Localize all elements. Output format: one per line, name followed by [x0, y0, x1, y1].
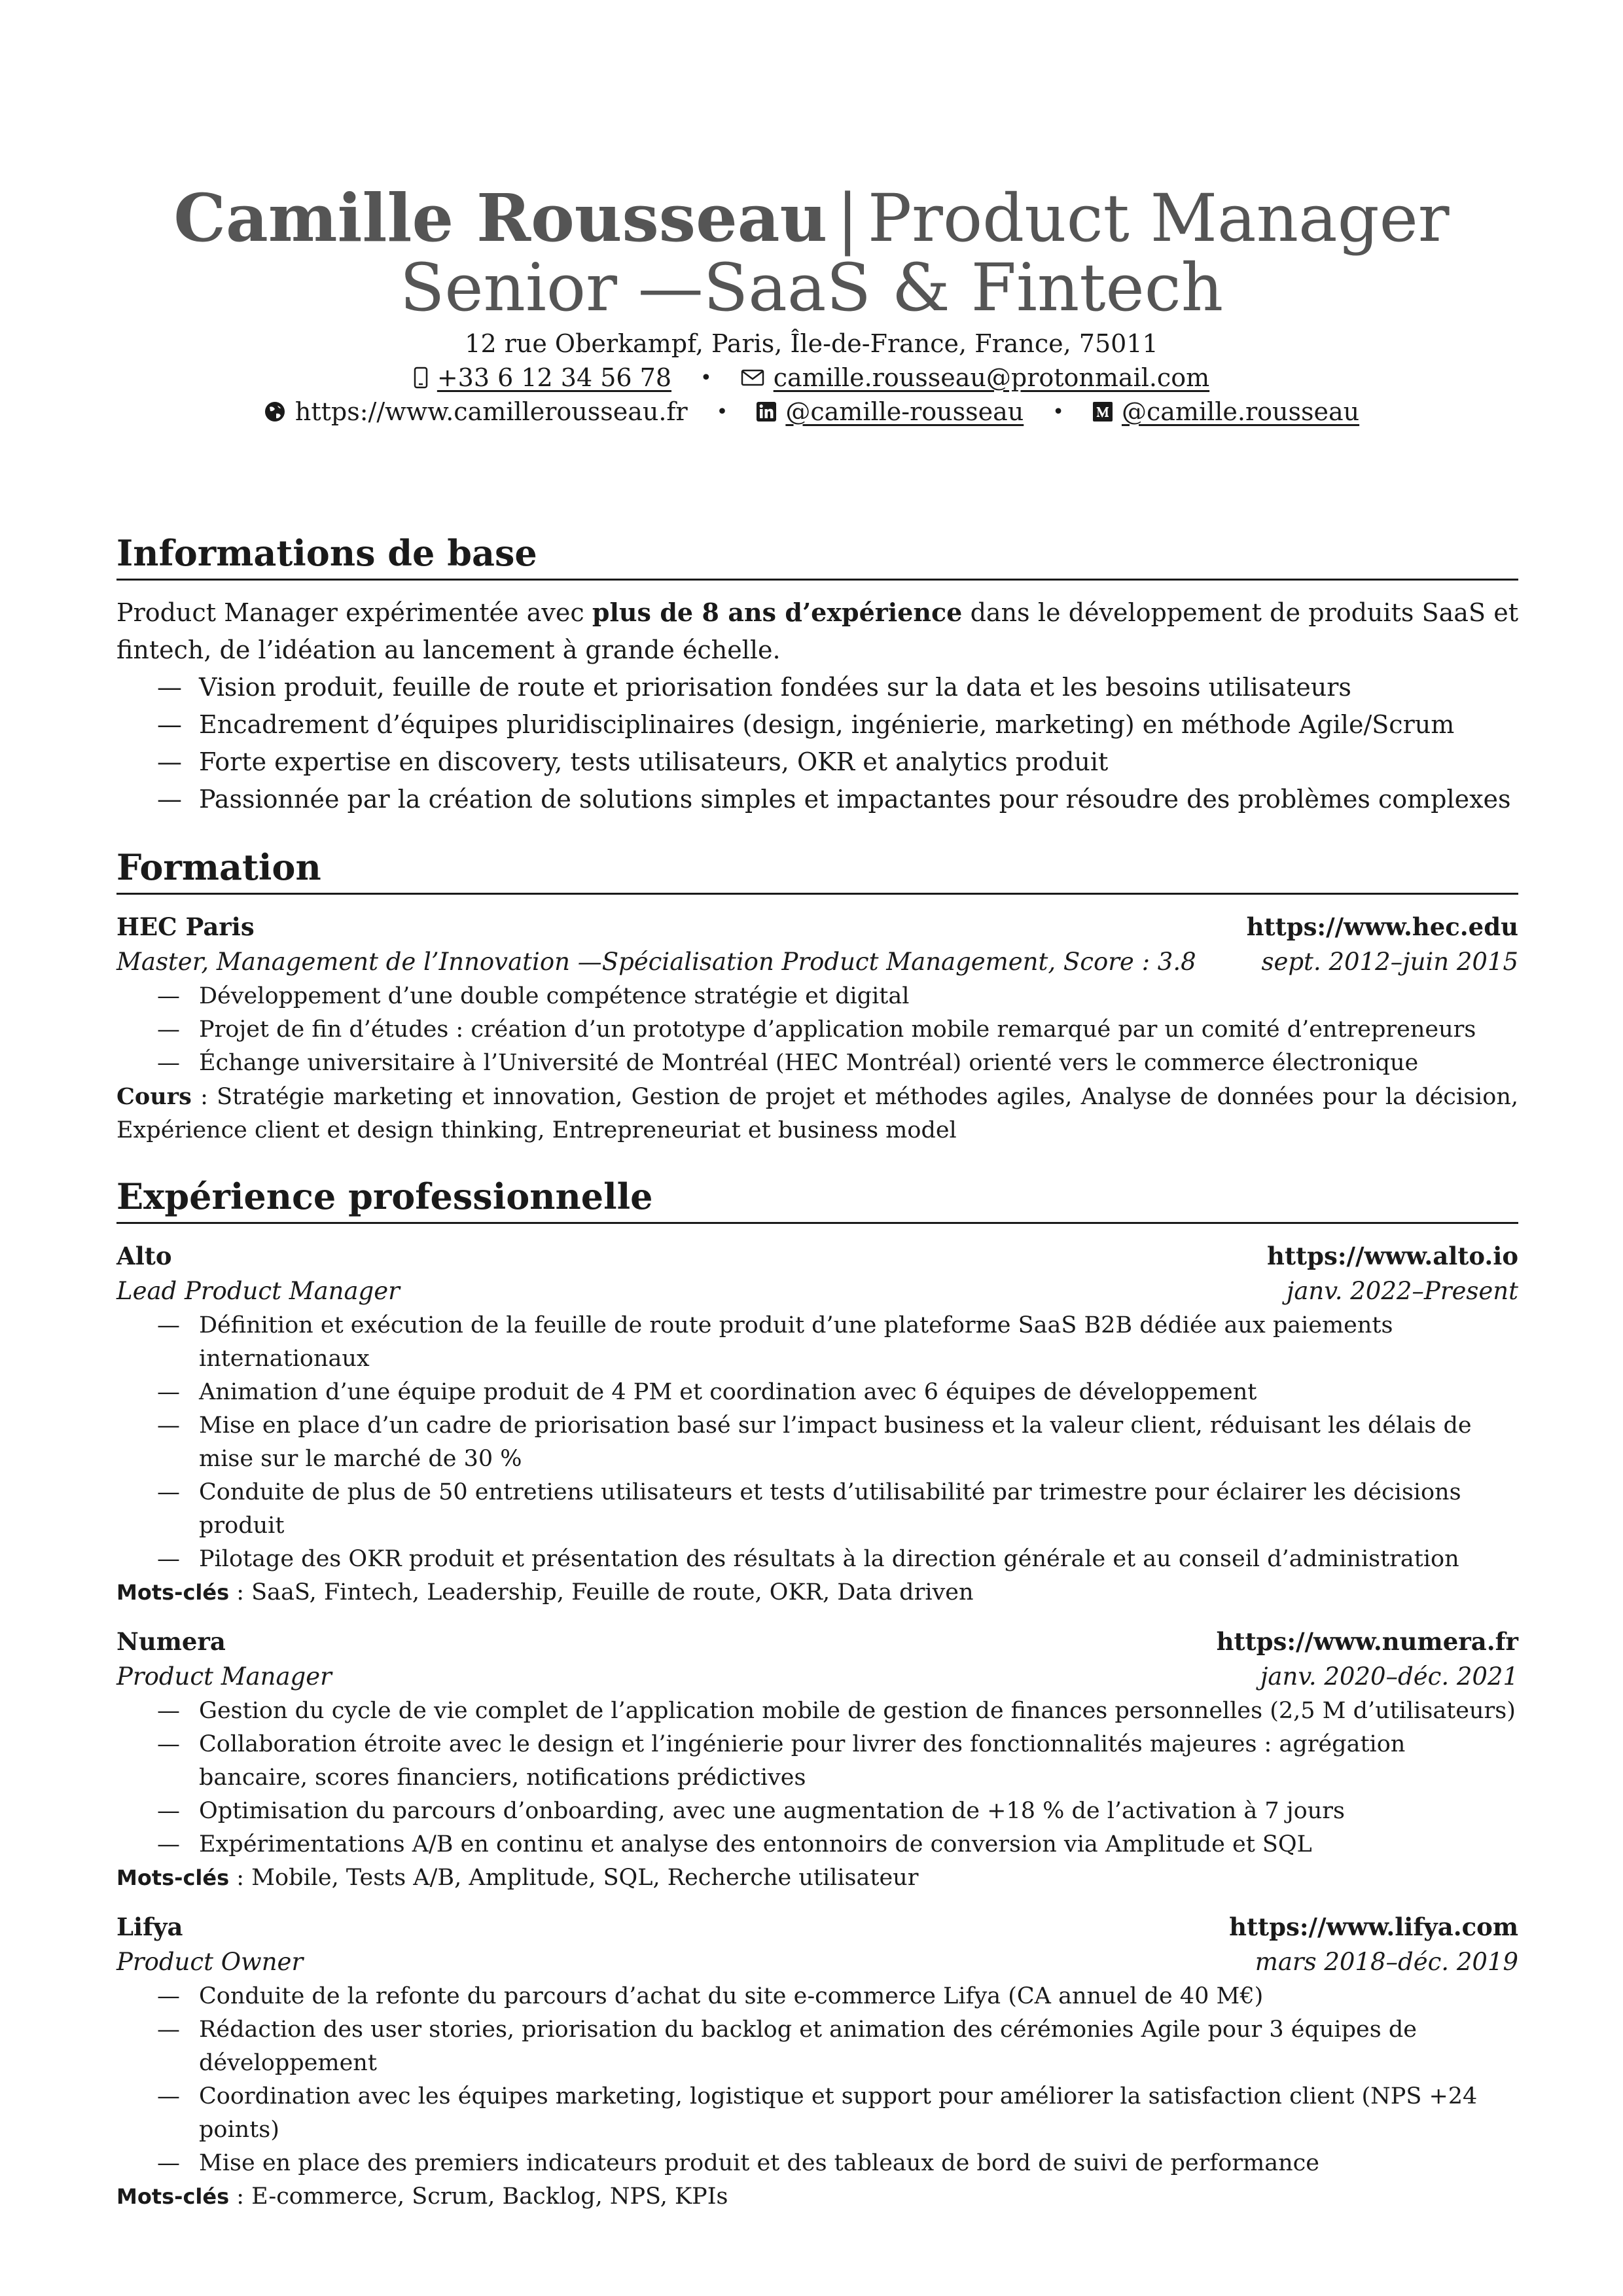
- summary-intro: [116, 594, 1518, 669]
- list-item: — Collaboration étroite avec le design et l’ingénierie pour livrer des fonctionnalités majeures : agrégation bancaire, scores financiers, notifications prédictives: [157, 1728, 1518, 1795]
- keywords-list: : SaaS, Fintech, Leadership, Feuille de route, OKR, Data driven: [229, 1579, 974, 1605]
- job-title-line1: Product Manager: [867, 180, 1450, 257]
- keywords-label: Mots-clés: [116, 2184, 230, 2209]
- job-title-line2: Senior —SaaS & Fintech: [399, 249, 1224, 326]
- list-item: — Rédaction des user stories, priorisation du backlog et animation des cérémonies Agile pour 3 équipes de développement: [157, 2013, 1518, 2080]
- keywords-list: : Mobile, Tests A/B, Amplitude, SQL, Recherche utilisateur: [229, 1865, 919, 1891]
- company-url[interactable]: https://www.lifya.com: [1229, 1912, 1518, 1941]
- summary-intro-end: dans le développement de produits SaaS et fintech, de l’idéation au lancement à grande échelle.: [116, 598, 1519, 664]
- job-points: [116, 1309, 1518, 1576]
- list-item: — Projet de fin d’études : création d’un prototype d’application mobile remarqué par un comité d’entrepreneurs: [157, 1013, 1518, 1047]
- job-points: [116, 1980, 1518, 2180]
- resume-content: [116, 530, 1518, 2240]
- job-entry-head: [116, 1238, 1518, 1274]
- list-item: — Développement d’une double compétence stratégie et digital: [157, 980, 1518, 1013]
- summary-points: [116, 669, 1518, 818]
- website-url[interactable]: https://www.camillerousseau.fr: [294, 397, 688, 426]
- phone-contact[interactable]: [414, 363, 671, 392]
- degree: Master, Management de l’Innovation —Spécialisation Product Management, Score : 3.8: [116, 948, 1196, 976]
- keywords-list: : E-commerce, Scrum, Backlog, NPS, KPIs: [229, 2183, 728, 2210]
- job-entry: [116, 1624, 1518, 1895]
- list-item: — Mise en place des premiers indicateurs produit et des tableaux de bord de suivi de performance: [157, 2147, 1518, 2180]
- job-keywords: [116, 1576, 1518, 1609]
- list-item: — Optimisation du parcours d’onboarding, avec une augmentation de +18 % de l’activation à 7 jours: [157, 1795, 1518, 1828]
- email-address[interactable]: camille.rousseau@protonmail.com: [773, 363, 1210, 392]
- courses-list: : Stratégie marketing et innovation, Gestion de projet et méthodes agiles, Analyse de données pour la décision, Expérience client et design thinking, Entrepreneuriat et business model: [116, 1084, 1518, 1143]
- list-item: — Expérimentations A/B en continu et analyse des entonnoirs de conversion via Amplitude et SQL: [157, 1828, 1518, 1861]
- separator-bullet: •: [700, 366, 712, 389]
- email-contact[interactable]: [741, 363, 1209, 392]
- job-entry-sub: [116, 1945, 1518, 1980]
- job-role: Product Manager: [116, 1662, 332, 1691]
- job-points: [116, 1695, 1518, 1861]
- list-item: — Passionnée par la création de solutions simples et impactantes pour résoudre des problèmes complexes: [157, 781, 1518, 818]
- linkedin-handle[interactable]: @camille-rousseau: [785, 397, 1024, 426]
- list-item: — Définition et exécution de la feuille de route produit d’une plateforme SaaS B2B dédiée aux paiements internationaux: [157, 1309, 1518, 1376]
- company-name: Alto: [116, 1242, 172, 1270]
- globe-icon: [264, 401, 286, 423]
- job-role: Lead Product Manager: [116, 1277, 400, 1305]
- education-heading: Formation: [116, 844, 1518, 895]
- summary-section: [116, 530, 1518, 818]
- list-item: — Échange universitaire à l’Université de Montréal (HEC Montréal) orienté vers le commerce électronique: [157, 1047, 1518, 1080]
- envelope-icon: [741, 369, 764, 386]
- website-contact[interactable]: [264, 397, 688, 426]
- education-entry-sub: [116, 944, 1518, 980]
- phone-number[interactable]: +33 6 12 34 56 78: [437, 363, 672, 392]
- job-entry-head: [116, 1909, 1518, 1945]
- resume-header: [0, 179, 1623, 426]
- experience-heading: Expérience professionnelle: [116, 1174, 1518, 1224]
- job-dates: mars 2018–déc. 2019: [1255, 1948, 1518, 1976]
- school-url[interactable]: https://www.hec.edu: [1246, 912, 1518, 941]
- list-item: — Conduite de plus de 50 entretiens utilisateurs et tests d’utilisabilité par trimestre pour éclairer les décisions produit: [157, 1476, 1518, 1543]
- list-item: — Conduite de la refonte du parcours d’achat du site e-commerce Lifya (CA annuel de 40 M€): [157, 1980, 1518, 2013]
- education-entry-head: [116, 909, 1518, 944]
- courses-label: Cours: [116, 1083, 192, 1110]
- courses: [116, 1080, 1518, 1147]
- summary-heading: Informations de base: [116, 530, 1518, 581]
- resume-title: [0, 179, 1623, 326]
- job-role: Product Owner: [116, 1948, 304, 1976]
- company-url[interactable]: https://www.numera.fr: [1216, 1627, 1518, 1656]
- education-section: [116, 844, 1518, 1147]
- job-entry-head: [116, 1624, 1518, 1659]
- list-item: — Forte expertise en discovery, tests utilisateurs, OKR et analytics produit: [157, 744, 1518, 781]
- address: 12 rue Oberkampf, Paris, Île-de-France, France, 75011: [465, 329, 1158, 358]
- summary-intro-highlight: plus de 8 ans d’expérience: [592, 598, 963, 627]
- job-entry-sub: [116, 1274, 1518, 1309]
- job-keywords: [116, 2180, 1518, 2214]
- education-points: [116, 980, 1518, 1080]
- job-keywords: [116, 1861, 1518, 1895]
- keywords-label: Mots-clés: [116, 1580, 230, 1605]
- medium-contact[interactable]: [1093, 397, 1359, 426]
- summary-intro-start: Product Manager expérimentée avec: [116, 598, 592, 627]
- contact-row-2: [0, 397, 1623, 426]
- school-name: HEC Paris: [116, 912, 255, 941]
- medium-handle[interactable]: @camille.rousseau: [1121, 397, 1360, 426]
- mobile-phone-icon: [414, 367, 428, 389]
- company-name: Numera: [116, 1627, 226, 1656]
- job-dates: janv. 2020–déc. 2021: [1260, 1662, 1518, 1691]
- job-entry-sub: [116, 1659, 1518, 1695]
- medium-icon: [1093, 402, 1113, 422]
- company-name: Lifya: [116, 1912, 183, 1941]
- job-dates: janv. 2022–Present: [1286, 1277, 1518, 1305]
- linkedin-contact[interactable]: [757, 397, 1024, 426]
- experience-section: [116, 1174, 1518, 2214]
- contact-row-1: [0, 363, 1623, 392]
- separator-bullet: •: [1052, 400, 1064, 423]
- list-item: — Coordination avec les équipes marketing, logistique et support pour améliorer la satisfaction client (NPS +24 points): [157, 2080, 1518, 2147]
- keywords-label: Mots-clés: [116, 1865, 230, 1890]
- list-item: — Encadrement d’équipes pluridisciplinaires (design, ingénierie, marketing) en méthode Agile/Scrum: [157, 706, 1518, 744]
- list-item: — Vision produit, feuille de route et priorisation fondées sur la data et les besoins utilisateurs: [157, 669, 1518, 706]
- job-entry: [116, 1238, 1518, 1609]
- separator-bullet: •: [716, 400, 728, 423]
- linkedin-icon: [757, 402, 776, 422]
- list-item: — Pilotage des OKR produit et présentation des résultats à la direction générale et au conseil d’administration: [157, 1543, 1518, 1576]
- list-item: — Animation d’une équipe produit de 4 PM et coordination avec 6 équipes de développement: [157, 1376, 1518, 1409]
- education-entry: [116, 909, 1518, 1147]
- title-separator: |: [836, 180, 859, 257]
- list-item: — Mise en place d’un cadre de priorisation basé sur l’impact business et la valeur client, réduisant les délais de mise sur le marché de 30 %: [157, 1409, 1518, 1476]
- company-url[interactable]: https://www.alto.io: [1267, 1242, 1518, 1270]
- candidate-name: Camille Rousseau: [173, 179, 828, 257]
- job-entry: [116, 1909, 1518, 2214]
- education-dates: sept. 2012–juin 2015: [1261, 948, 1518, 976]
- list-item: — Gestion du cycle de vie complet de l’application mobile de gestion de finances personnelles (2,5 M d’utilisateurs): [157, 1695, 1518, 1728]
